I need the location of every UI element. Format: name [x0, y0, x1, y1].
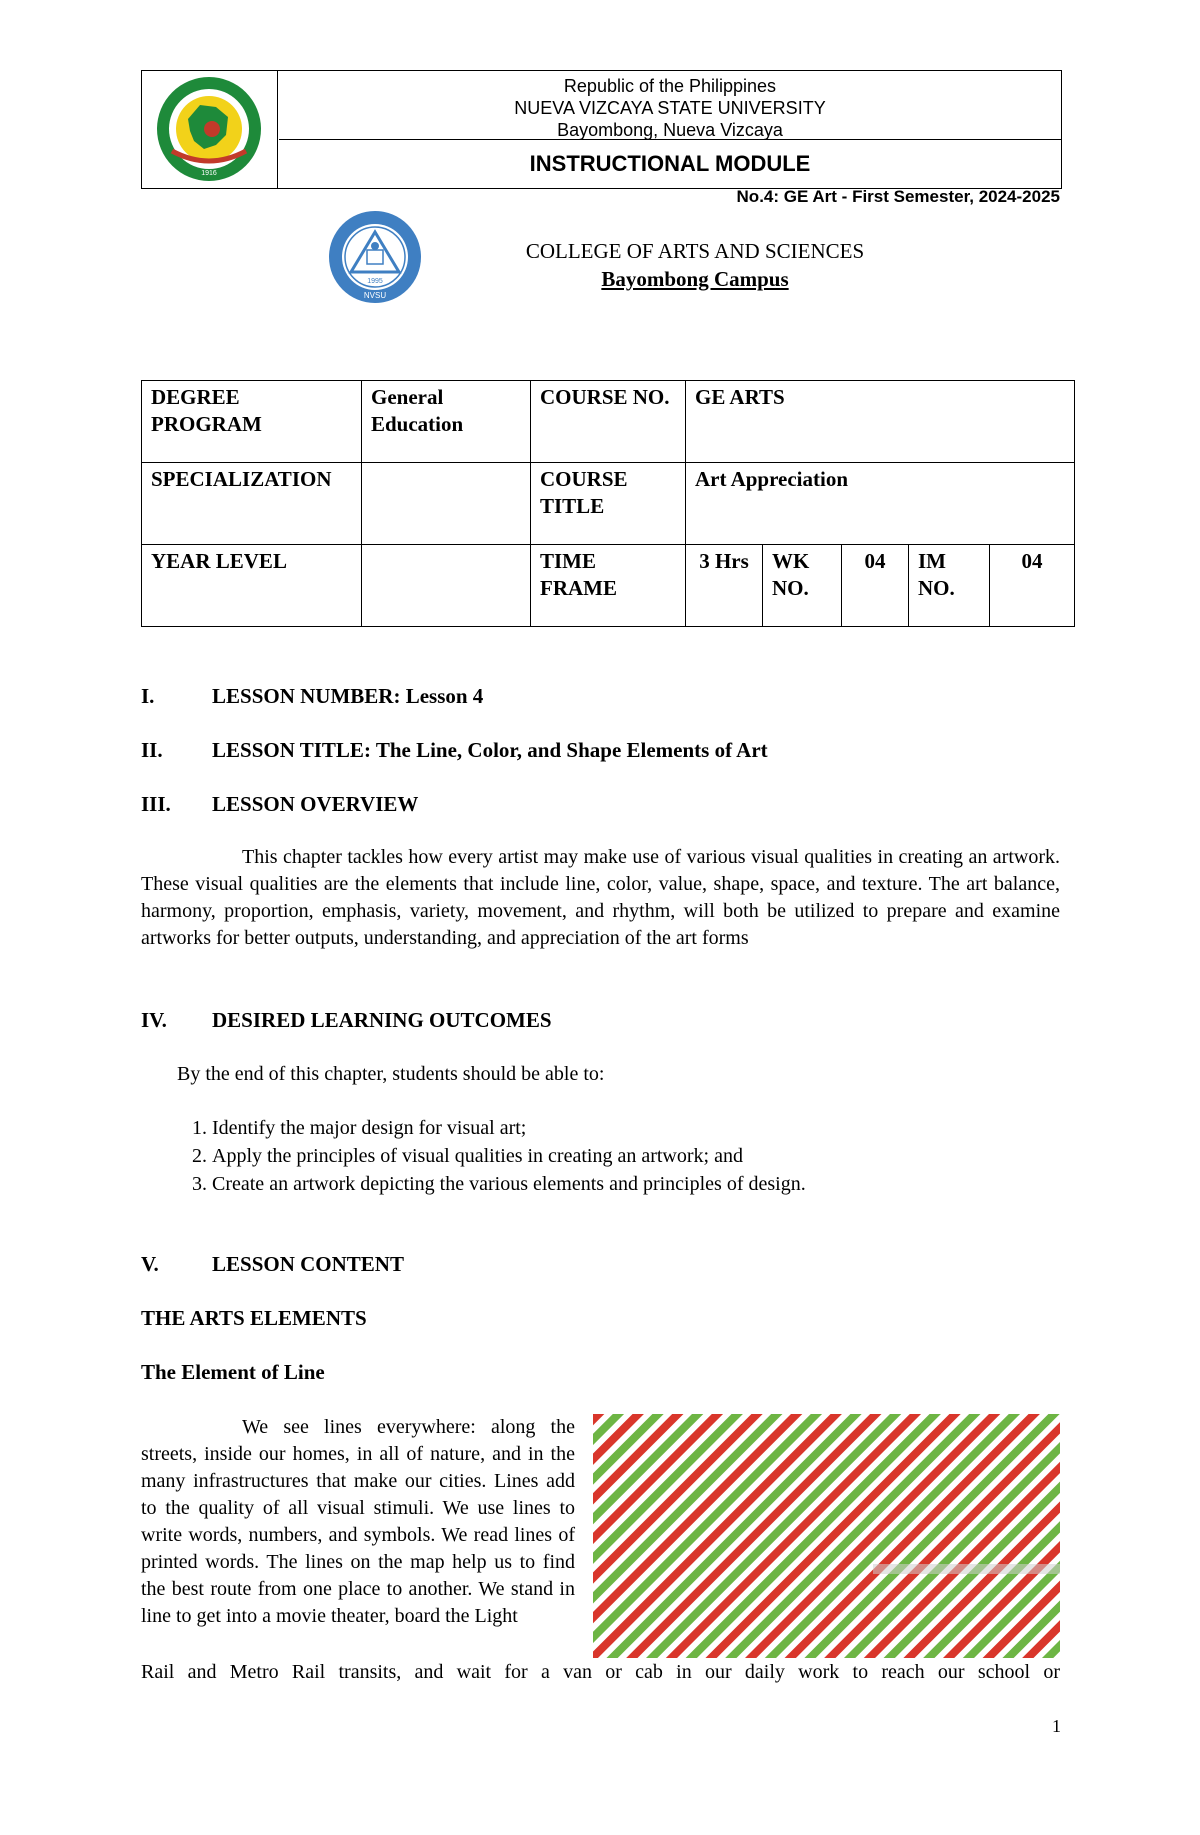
year-level-label: YEAR LEVEL [142, 545, 362, 627]
college-campus: Bayombong Campus [601, 267, 789, 291]
element-of-line-heading: The Element of Line [141, 1360, 325, 1384]
page-number: 1 [1052, 1716, 1061, 1736]
list-item: 3. Create an artwork depicting the various elements and principles of design. [212, 1170, 1062, 1198]
lesson-overview-text: This chapter tackles how every artist may make use of various visual qualities in creating an artwork. These visual qualities are the elements that include line, color, value, shape, space, and texture. The art balance, harmony, proportion, emphasis, variety, movement, and rhythm, will both be utilized to prepare and examine artworks for better outputs, understanding, and appreciation of the art forms [141, 846, 1060, 949]
header-institution [279, 71, 1061, 140]
college-heading [0, 237, 1200, 293]
university-location: Bayombong, Nueva Vizcaya [557, 120, 783, 140]
college-seal-year: 1995 [367, 278, 383, 285]
section-number: I. [141, 684, 155, 708]
republic-label: Republic of the Philippines [563, 76, 777, 96]
line-paragraph-continued: Rail and Metro Rail transits, and wait for a van or cab in our daily work to reach our school or [141, 1661, 1060, 1683]
lesson-overview-heading: LESSON OVERVIEW [212, 792, 419, 816]
lesson-title [212, 738, 768, 763]
outcomes-list [177, 1114, 1062, 1198]
arts-elements-heading: THE ARTS ELEMENTS [141, 1306, 367, 1330]
line-paragraph: We see lines everywhere: along the streets, inside our homes, in all of nature, and in the many infrastructures that make our cities. Lines add to the quality of all visual stimuli. We use lines to write words, numbers, and symbols. We read lines of printed words. The lines on the map help us to find the best route from one place to another. We stand in line to get into a movie theater, board the Light [141, 1416, 575, 1627]
im-no-label: IM NO. [909, 545, 990, 627]
degree-program-label: DEGREE PROGRAM [142, 381, 362, 463]
specialization-value [362, 463, 531, 545]
module-header [141, 70, 1062, 189]
lesson-title-value: The Line, Color, and Shape Elements of Art [375, 738, 768, 762]
lesson-number [212, 684, 483, 709]
specialization-label: SPECIALIZATION [142, 463, 362, 545]
university-seal-cell [142, 71, 278, 188]
module-number: No.4: GE Art - First Semester, 2024-2025 [736, 187, 1060, 206]
wk-no-label: WK NO. [763, 545, 842, 627]
table-row [142, 545, 1075, 627]
section-number: II. [141, 738, 163, 762]
list-item: 2. Apply the principles of visual qualities in creating an artwork; and [212, 1142, 1062, 1170]
degree-program-value: General Education [362, 381, 531, 463]
table-row [142, 463, 1075, 545]
diagonal-stripes-image [593, 1414, 1060, 1658]
section-number: V. [141, 1252, 159, 1276]
module-title: INSTRUCTIONAL MODULE [529, 151, 811, 176]
time-frame-label: TIME FRAME [531, 545, 686, 627]
seal-year: 1916 [201, 170, 217, 177]
course-no-value: GE ARTS [686, 381, 1075, 463]
lesson-content-heading: LESSON CONTENT [212, 1252, 404, 1276]
outcomes-intro: By the end of this chapter, students should be able to: [177, 1063, 605, 1085]
section-number: III. [141, 792, 171, 816]
university-name: NUEVA VIZCAYA STATE UNIVERSITY [514, 98, 826, 118]
course-no-label: COURSE NO. [531, 381, 686, 463]
time-frame-value: 3 Hrs [686, 545, 763, 627]
course-title-value: Art Appreciation [686, 463, 1075, 545]
lesson-title-label: LESSON TITLE: [212, 738, 376, 762]
course-title-label: COURSE TITLE [531, 463, 686, 545]
list-item: 1. Identify the major design for visual art; [212, 1114, 1062, 1142]
wk-no-value: 04 [842, 545, 909, 627]
section-number: IV. [141, 1008, 167, 1032]
course-info-table [141, 380, 1075, 627]
college-name: COLLEGE OF ARTS AND SCIENCES [525, 239, 865, 263]
college-seal-abbr: NVSU [363, 291, 387, 300]
learning-outcomes-heading: DESIRED LEARNING OUTCOMES [212, 1008, 552, 1032]
table-row [142, 381, 1075, 463]
university-seal-icon [142, 71, 277, 188]
im-no-value: 04 [990, 545, 1075, 627]
lesson-number-label: LESSON NUMBER: [212, 684, 406, 708]
lesson-number-value: Lesson 4 [405, 684, 484, 708]
year-level-value [362, 545, 531, 627]
